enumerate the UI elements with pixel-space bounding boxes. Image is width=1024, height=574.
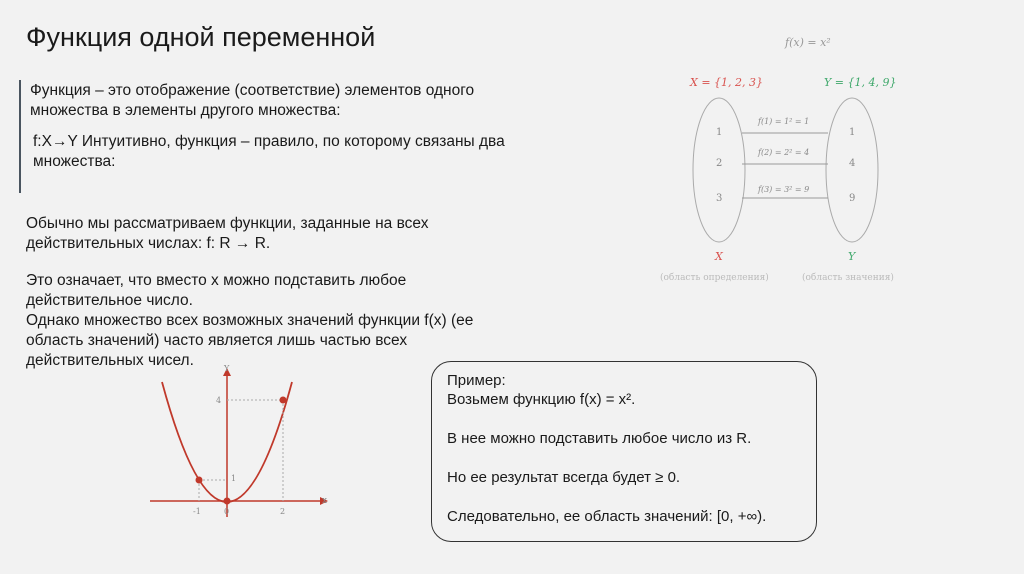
set-x-ellipse — [693, 98, 745, 242]
arrow-label-1: f(1) = 1² = 1 — [758, 117, 810, 126]
example-result: Но ее результат всегда будет ≥ 0. — [447, 469, 681, 486]
x-element-2: 2 — [716, 158, 723, 169]
function-label: f(x) = x² — [785, 36, 831, 49]
range-text: Однако множество всех возможных значений функции f(x) (ее область значений) часто является лишь частью всех действительных чисел. — [26, 312, 474, 369]
y-tick-1: 1 — [231, 474, 237, 483]
accent-bar — [19, 80, 21, 193]
x-tick-0: 0 — [224, 507, 230, 516]
set-y-ellipse — [826, 98, 878, 242]
arrow-label-3: f(3) = 3² = 9 — [758, 185, 810, 194]
point-2 — [280, 397, 287, 404]
y-element-1: 1 — [849, 127, 856, 138]
y-tick-4: 4 — [216, 396, 222, 405]
domain-text: Обычно мы рассматриваем функции, заданные на всех действительных числах: f: R → R. — [26, 215, 429, 252]
example-range: Следовательно, ее область значений: [0, +∞). — [447, 508, 767, 525]
set-x-label: X = {1, 2, 3} — [690, 76, 764, 89]
x-tick-2: 2 — [280, 507, 286, 516]
example-heading: Пример: — [447, 372, 506, 389]
x-caption: (область определения) — [660, 273, 769, 283]
x-tick-neg1: -1 — [193, 507, 201, 516]
arrow-label-2: f(2) = 2² = 4 — [758, 148, 810, 157]
x-axis-label: x — [322, 496, 328, 506]
y-name: Y — [848, 250, 856, 263]
example-domain: В нее можно подставить любое число из R. — [447, 430, 752, 447]
x-name: X — [715, 250, 723, 263]
x-element-3: 3 — [716, 193, 723, 204]
point-origin — [224, 498, 231, 505]
y-caption: (область значения) — [802, 273, 894, 283]
mapping-diagram — [640, 30, 940, 290]
point-neg1 — [196, 477, 203, 484]
y-element-9: 9 — [849, 193, 856, 204]
intuition-text: f:X→Y Интуитивно, функция – правило, по которому связаны два множества: — [33, 133, 505, 170]
substitution-text: Это означает, что вместо x можно подставить любое действительное число. — [26, 272, 407, 309]
parabola-graph — [140, 362, 340, 522]
definition-text: Функция – это отображение (соответствие) элементов одного множества в элементы другого множества: — [30, 82, 475, 119]
x-element-1: 1 — [716, 127, 723, 138]
y-element-4: 4 — [849, 158, 856, 169]
slide-title: Функция одной переменной — [26, 22, 376, 52]
y-axis-label: Y — [224, 364, 230, 373]
example-function: Возьмем функцию f(x) = x². — [447, 391, 636, 408]
set-y-label: Y = {1, 4, 9} — [824, 76, 897, 89]
